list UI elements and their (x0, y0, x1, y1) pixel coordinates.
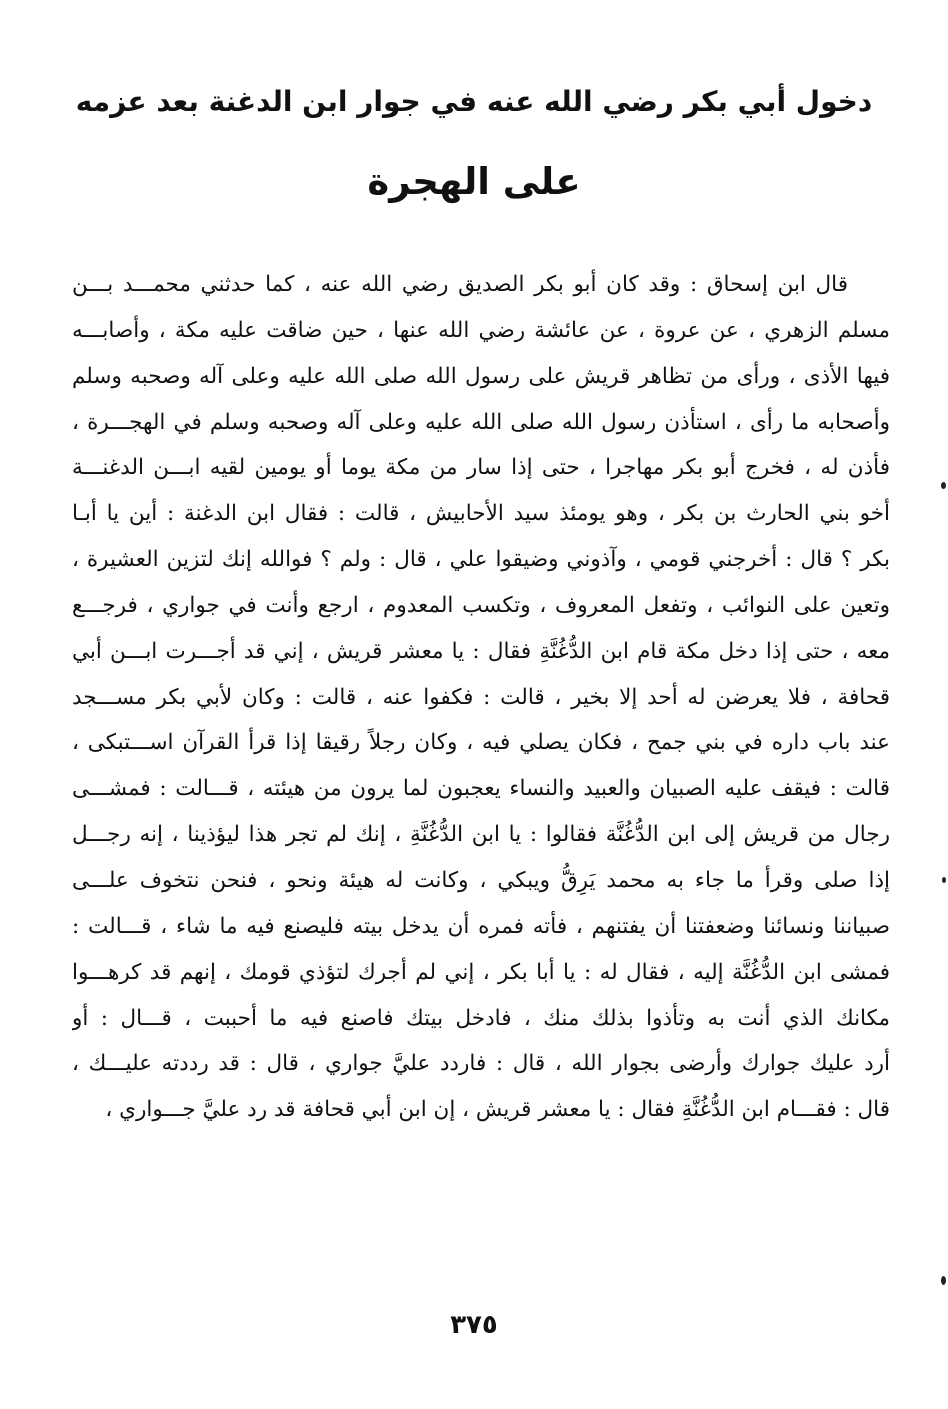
text-line: وأصحابه ما رأى ، استأذن رسول الله صلى الله عليه وعلى آله وصحبه وسلم في الهجـــرة ، (72, 409, 890, 435)
chapter-title-line-2: على الهجرة (367, 160, 581, 203)
text-line: قالت : فيقف عليه الصبيان والعبيد والنساء يعجبون لما يرون من هيئته ، قـــالت : فمشـــى (72, 776, 890, 802)
scan-speck (941, 1276, 946, 1285)
text-line: صبياننا ونسائنا وضعفتنا أن يفتنهم ، فأته فمره أن يدخل بيته فليصنع فيه ما شاء ، قـــالت : (72, 913, 890, 939)
chapter-title-line-1: دخول أبي بكر رضي الله عنه في جوار ابن الدغنة بعد عزمه (75, 85, 873, 118)
text-line: بكر ؟ قال : أخرجني قومي ، وآذوني وضيقوا علي ، قال : ولم ؟ فوالله إنك لتزين العشيرة ، (72, 547, 890, 573)
text-line: فأذن له ، فخرج أبو بكر مهاجرا ، حتى إذا سار من مكة يوما أو يومين لقيه ابـــن الدغنـــة (72, 455, 890, 481)
text-line: أرد عليك جوارك وأرضى بجوار الله ، قال : فاردد عليَّ جواري ، قال : قد رددته عليـــك ، (72, 1051, 890, 1077)
text-line: أخو بني الحارث بن بكر ، وهو يومئذ سيد الأحابيش ، قالت : فقال ابن الدغنة : أين يا أبـا (72, 501, 890, 527)
text-line: قحافة ، فلا يعرضن له أحد إلا بخير ، قالت : فكفوا عنه ، قالت : وكان لأبي بكر مســـجد (72, 684, 890, 710)
text-line: رجال من قريش إلى ابن الدُّغُنَّة فقالوا : يا ابن الدُّغُنَّةِ ، إنك لم تجر هذا ليؤذينا ، إنه رجـــل (72, 822, 890, 848)
scan-speck (942, 877, 946, 883)
scan-speck (941, 482, 946, 489)
body-text (72, 262, 890, 1133)
text-line: قال ابن إسحاق : وقد كان أبو بكر الصديق رضي الله عنه ، كما حدثني محمـــد بـــن (72, 272, 848, 297)
text-line: قال : فقـــام ابن الدُّغُنَّةِ فقال : يا معشر قريش ، إن ابن أبي قحافة قد رد عليَّ جـــواري ، (105, 1097, 890, 1123)
text-line: مسلم الزهري ، عن عروة ، عن عائشة رضي الله عنها ، حين ضاقت عليه مكة ، وأصابـــه (72, 317, 890, 343)
text-line: مكانك الذي أنت به وتأذوا بذلك منك ، فادخل بيتك فاصنع فيه ما أحببت ، قـــال : أو (72, 1005, 890, 1031)
text-line: وتعين على النوائب ، وتفعل المعروف ، وتكسب المعدوم ، ارجع وأنت في جواري ، فرجـــع (72, 592, 890, 618)
text-line: فيها الأذى ، ورأى من تظاهر قريش على رسول الله صلى الله عليه وعلى آله وصحبه وسلم (72, 363, 890, 389)
text-line: إذا صلى وقرأ ما جاء به محمد يَرِقُّ ويبكي ، وكانت له هيئة ونحو ، فنحن نتخوف علـــى (72, 867, 890, 893)
text-line: عند باب داره في بني جمح ، فكان يصلي فيه ، وكان رجلاً رقيقا إذا قرأ القرآن اســـتبكى ، (72, 730, 890, 756)
text-line: معه ، حتى إذا دخل مكة قام ابن الدُّغُنَّةِ فقال : يا معشر قريش ، إني قد أجـــرت ابـــن أبي (72, 638, 890, 664)
text-line: فمشى ابن الدُّغُنَّة إليه ، فقال له : يا أبا بكر ، إني لم أجرك لتؤذي قومك ، إنهم قد كرهـــوا (72, 959, 890, 985)
page-number: ٣٧٥ (450, 1310, 498, 1340)
chapter-title (70, 62, 878, 222)
